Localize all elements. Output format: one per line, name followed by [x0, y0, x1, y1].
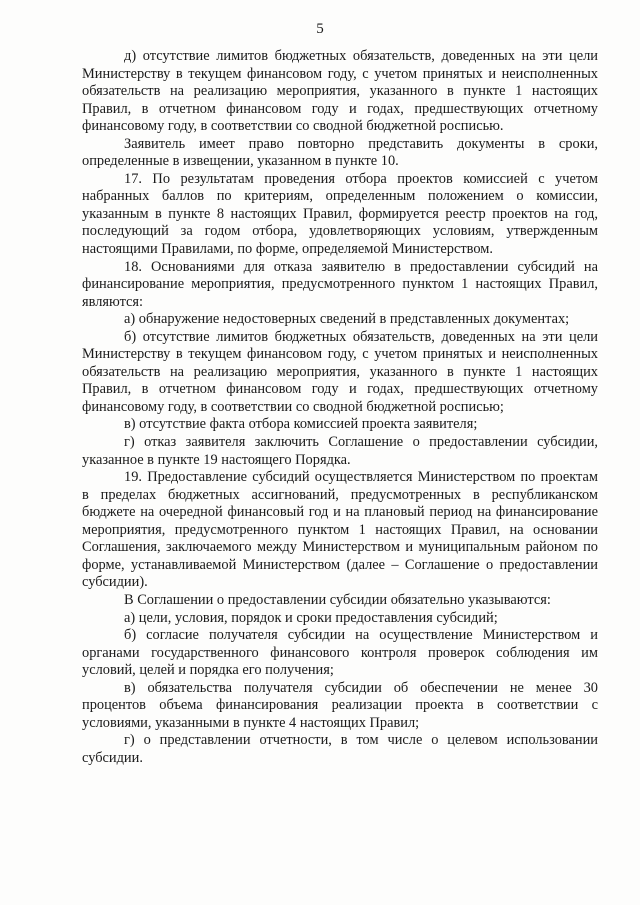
paragraph-18-refusal-grounds: 18. Основаниями для отказа заявителю в предоставлении субсидий на финансирование мероприятия, предусмотренного пунктом 1 настоящих Правил, являются: — [82, 258, 598, 310]
paragraph-18b-no-budget-limits: б) отсутствие лимитов бюджетных обязательств, доведенных на эти цели Министерству в текущем финансовом году, с учетом принятых и неисполненных обязательств на реализацию мероприятия, указанного в пункте 1 настоящих Правил, в отчетном финансовом году и годах, предшествующих отчетному финансовому году, в соответствии со сводной бюджетной росписью; — [82, 328, 598, 415]
paragraph-18g-agreement-refusal: г) отказ заявителя заключить Соглашение о предоставлении субсидии, указанное в пункте 19 настоящего Порядка. — [82, 434, 598, 468]
paragraph-18a-false-information: а) обнаружение недостоверных сведений в представленных документах; — [124, 311, 570, 328]
paragraph-agreement-contents: В Соглашении о предоставлении субсидии обязательно указываются: — [124, 591, 551, 608]
paragraph-resubmission-right: Заявитель имеет право повторно представить документы в сроки, определенные в извещении, указанном в пункте 10. — [82, 135, 598, 170]
paragraph-agreement-g: г) о представлении отчетности, в том числе о целевом использовании субсидии. — [82, 732, 598, 766]
paragraph-agreement-v: в) обязательства получателя субсидии об обеспечении не менее 30 процентов объема финансирования реализации проекта в соответствии с условиями, указанными в пункте 4 настоящих Правил; — [82, 679, 598, 731]
paragraph-agreement-a: а) цели, условия, порядок и сроки предоставления субсидий; — [124, 609, 498, 626]
paragraph-18v-not-selected: в) отсутствие факта отбора комиссией проекта заявителя; — [124, 416, 478, 433]
page-number: 5 — [316, 21, 324, 37]
document-body — [82, 48, 598, 767]
paragraph-d-no-budget-limits: д) отсутствие лимитов бюджетных обязательств, доведенных на эти цели Министерству в текущем финансовом году, с учетом принятых и неисполненных обязательств на реализацию мероприятия, указанного в пункте 1 настоящих Правил, в отчетном финансовом году и годах, предшествующих отчетному финансовому году, в соответствии со сводной бюджетной росписью. — [82, 48, 598, 135]
paragraph-agreement-b: б) согласие получателя субсидии на осуществление Министерством и органами государственного финансового контроля проверок соблюдения им условий, целей и порядка его получения; — [82, 627, 598, 679]
paragraph-17-project-registry: 17. По результатам проведения отбора проектов комиссией с учетом набранных баллов по критериям, определенным положением о комиссии, указанным в пункте 8 настоящих Правил, формируется реестр проектов на год, последующий за годом отбора, удовлетворяющих условиям, утвержденным настоящими Правилами, по форме, определяемой Министерством. — [82, 170, 598, 258]
paragraph-19-subsidy-provision: 19. Предоставление субсидий осуществляется Министерством по проектам в пределах бюджетных ассигнований, предусмотренных в республиканском бюджете на очередной финансовый год и на плановый период на финансирование мероприятия, предусмотренного пунктом 1 настоящих Правил, на основании Соглашения, заключаемого между Министерством и муниципальным районом по форме, устанавливаемой Министерством (далее – Соглашение о предоставлении субсидии). — [82, 469, 598, 591]
